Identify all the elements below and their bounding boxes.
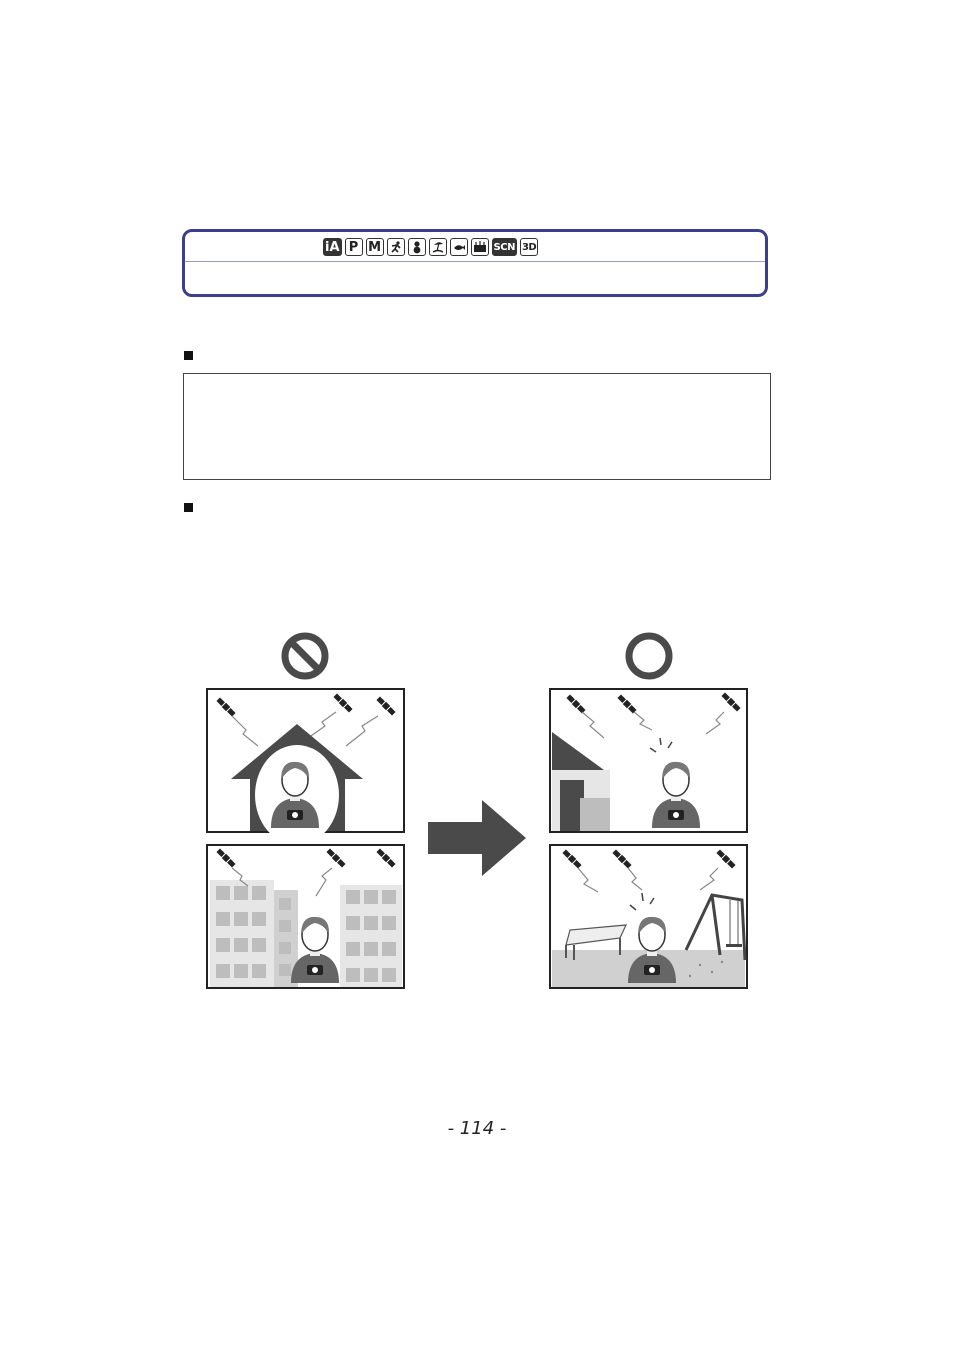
program-mode-icon: P	[345, 238, 363, 256]
intelligent-auto-mode-icon: iA	[325, 239, 340, 255]
panel-indoors	[207, 689, 404, 845]
panel-outdoors-house	[550, 689, 747, 832]
scene-mode-icon: SCN	[492, 238, 517, 256]
panel-between-buildings	[207, 845, 404, 988]
prohibited-sign-icon	[285, 636, 325, 676]
panel-outdoors-park	[550, 845, 747, 988]
3d-mode-icon: 3D	[520, 238, 538, 256]
manual-mode-icon: M	[366, 238, 384, 256]
ok-sign-icon	[629, 636, 669, 676]
arrow-right-icon	[428, 800, 526, 876]
page-number: - 114 -	[447, 1118, 507, 1139]
